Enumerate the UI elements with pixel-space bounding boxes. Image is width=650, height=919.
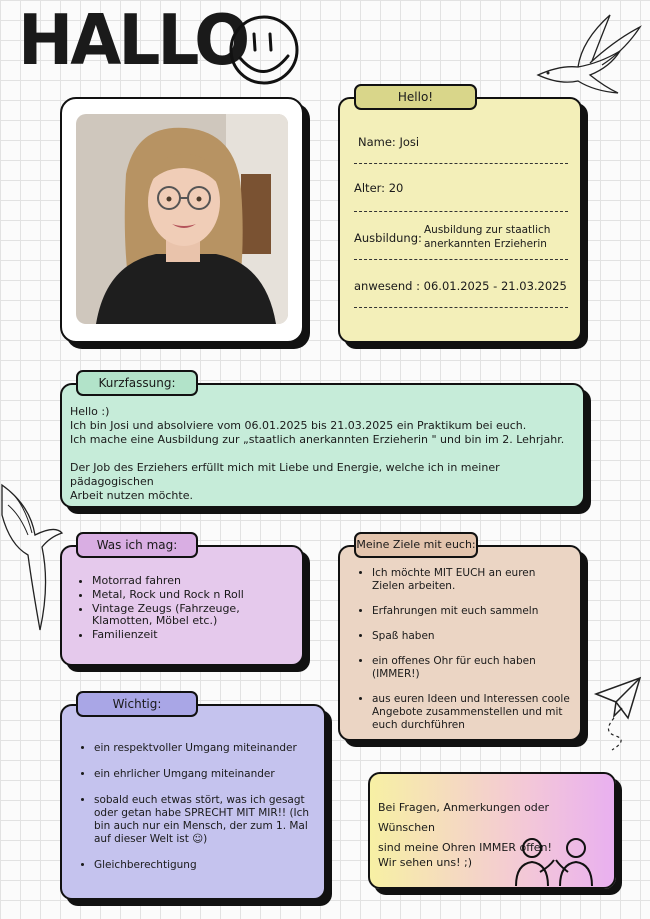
ziele-tab: Meine Ziele mit euch: [354, 532, 478, 558]
ziele-card [338, 545, 582, 741]
ziele-list [356, 567, 570, 734]
page-title: HALLO [18, 0, 248, 81]
list-item: • Familienzeit [92, 629, 294, 641]
list-item: • ein ehrlicher Umgang miteinander [94, 768, 314, 781]
list-item: • Vintage Zeugs (Fahrzeuge, Klamotten, Möbel etc.) [92, 603, 294, 627]
list-item: • sobald euch etwas stört, was ich gesagt oder getan habe SPRECHT MIT MIR!! (Ich bin auch nur ein Mensch, der zum 1. Mal auf dieser Welt ist ☺) [94, 794, 314, 846]
photo-frame [60, 97, 304, 343]
kurz-tab: Kurzfassung: [76, 370, 198, 396]
kurz-line: Arbeit nutzen möchte. [70, 489, 193, 502]
info-ausbildung-label: Ausbildung: [354, 231, 422, 245]
list-item: • Motorrad fahren [92, 575, 294, 587]
list-item: • aus euren Ideen und Interessen coole Angebote zusammenstellen und mit euch durchführen [372, 693, 570, 732]
divider [354, 211, 568, 212]
kurz-line: Der Job des Erziehers erfüllt mich mit Liebe und Energie, welche ich in meiner pädagogischen [70, 461, 500, 488]
swallow-icon [530, 5, 645, 100]
list-item: • Ich möchte MIT EUCH an euren Zielen arbeiten. [372, 567, 570, 593]
ausbildung-line-1: Ausbildung zur staatlich [424, 224, 551, 236]
people-icon [510, 836, 600, 888]
wichtig-card [60, 704, 326, 900]
list-item: • ein respektvoller Umgang miteinander [94, 742, 314, 755]
kurz-line: Ich mache eine Ausbildung zur „staatlich anerkannten Erzieherin " und bin im 2. Lehrjahr. [70, 433, 565, 446]
wichtig-list [78, 742, 314, 874]
info-alter: Alter: 20 [354, 181, 404, 195]
list-item: • Gleichberechtigung [94, 859, 314, 872]
ausbildung-line-2: anerkannten Erzieherin [424, 238, 547, 250]
list-item: • Erfahrungen mit euch sammeln [372, 605, 570, 618]
divider [354, 307, 568, 308]
list-item: • Spaß haben [372, 630, 570, 643]
mag-list [76, 575, 294, 643]
kurz-card [60, 383, 585, 508]
smiley-icon [224, 8, 304, 88]
kurz-text [70, 405, 575, 503]
paper-plane-icon [592, 672, 647, 762]
info-ausbildung-value [424, 223, 550, 251]
list-item: • Metal, Rock und Rock n Roll [92, 589, 294, 601]
portrait-photo [76, 114, 288, 324]
kurz-line: Hello :) [70, 405, 110, 418]
info-tab: Hello! [354, 84, 477, 110]
divider [354, 163, 568, 164]
fragen-line: Bei Fragen, Anmerkungen oder Wünschen [378, 801, 550, 834]
kurz-line: Ich bin Josi und absolviere vom 06.01.2025 bis 21.03.2025 ein Praktikum bei euch. [70, 419, 527, 432]
fragen-card [368, 772, 616, 889]
mag-tab: Was ich mag: [76, 532, 198, 558]
list-item: • ein offenes Ohr für euch haben (IMMER!) [372, 655, 570, 681]
info-anwesend: anwesend : 06.01.2025 - 21.03.2025 [354, 279, 567, 293]
fragen-greeting: Wir sehen uns! ;) [378, 856, 472, 869]
info-card [338, 97, 582, 343]
fragen-line: sind meine Ohren IMMER offen! [378, 841, 552, 854]
info-name: Name: Josi [358, 135, 420, 149]
divider [354, 259, 568, 260]
mag-card [60, 545, 304, 666]
wichtig-tab: Wichtig: [76, 691, 198, 717]
